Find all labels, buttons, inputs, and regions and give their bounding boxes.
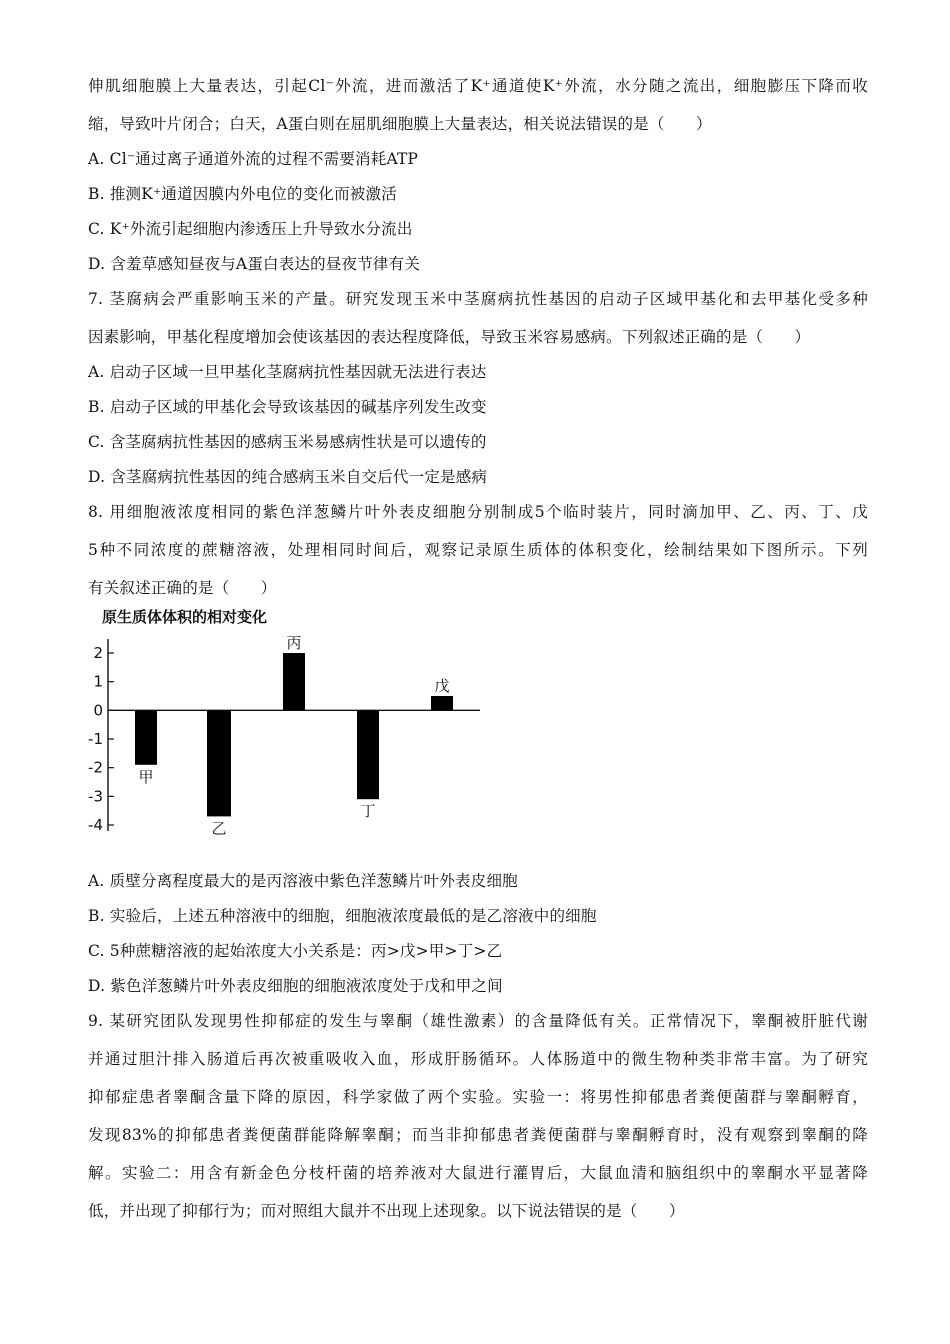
q9-stem-line-3: 抑郁症患者睾酮含量下降的原因，科学家做了两个实验。实验一：将男性抑郁患者粪便菌群与睾酮孵育， xyxy=(88,1088,868,1106)
q6-option-a: A. Cl⁻通过离子通道外流的过程不需要消耗ATP xyxy=(88,150,419,168)
q7-option-b: B. 启动子区域的甲基化会导致该基因的碱基序列发生改变 xyxy=(88,398,487,416)
protoplast-volume-chart xyxy=(88,603,488,843)
q8-stem-line-2: 5种不同浓度的蔗糖溶液，处理相同时间后，观察记录原生质体的体积变化，绘制结果如下图所示。下列 xyxy=(88,541,868,559)
q8-stem-line-3: 有关叙述正确的是（ ） xyxy=(88,579,277,597)
q9-stem-line-2: 并通过胆汁排入肠道后再次被重吸收入血，形成肝肠循环。人体肠道中的微生物种类非常丰富。为了研究 xyxy=(88,1050,868,1068)
y-tick-label: 1 xyxy=(93,672,103,691)
q8-stem-line-1: 8. 用细胞液浓度相同的紫色洋葱鳞片叶外表皮细胞分别制成5个临时装片，同时滴加甲、乙、丙、丁、戊 xyxy=(88,503,868,521)
q7-option-a: A. 启动子区域一旦甲基化茎腐病抗性基因就无法进行表达 xyxy=(88,363,487,381)
q7-option-d: D. 含茎腐病抗性基因的纯合感病玉米自交后代一定是感病 xyxy=(88,468,488,486)
q6-option-c: C. K⁺外流引起细胞内渗透压上升导致水分流出 xyxy=(88,220,413,238)
q7-stem-line-1: 7. 茎腐病会严重影响玉米的产量。研究发现玉米中茎腐病抗性基因的启动子区域甲基化和去甲基化受多种 xyxy=(88,290,868,308)
y-tick-label: -1 xyxy=(88,730,103,748)
q9-stem-line-5: 解。实验二：用含有新金色分枝杆菌的培养液对大鼠进行灌胃后，大鼠血清和脑组织中的睾酮水平显著降 xyxy=(88,1164,868,1182)
y-tick-label: -2 xyxy=(88,758,103,777)
q6-option-d: D. 含羞草感知昼夜与A蛋白表达的昼夜节律有关 xyxy=(88,255,421,273)
bar-chart-svg xyxy=(88,603,488,843)
q9-stem-line-6: 低，并出现了抑郁行为；而对照组大鼠并不出现上述现象。以下说法错误的是（ ） xyxy=(88,1202,685,1220)
chart-title: 原生质体体积的相对变化 xyxy=(102,608,268,626)
q8-option-b: B. 实验后，上述五种溶液中的细胞，细胞液浓度最低的是乙溶液中的细胞 xyxy=(88,907,597,925)
y-tick-label: -4 xyxy=(88,816,103,834)
bar-甲 xyxy=(135,710,157,764)
q7-option-c: C. 含茎腐病抗性基因的感病玉米易感病性状是可以遗传的 xyxy=(88,433,487,451)
y-tick-label: 0 xyxy=(93,701,103,720)
bar-丁 xyxy=(357,710,379,799)
bar-丙 xyxy=(283,653,305,710)
q6-stem-line-1: 伸肌细胞膜上大量表达，引起Cl⁻外流，进而激活了K⁺通道使K⁺外流，水分随之流出，细胞膨压下降而收 xyxy=(88,77,868,95)
bar-label: 丁 xyxy=(360,802,376,821)
bar-戊 xyxy=(431,696,453,710)
bar-label: 戊 xyxy=(434,677,450,695)
q9-stem-line-1: 9. 某研究团队发现男性抑郁症的发生与睾酮（雄性激素）的含量降低有关。正常情况下，睾酮被肝脏代谢 xyxy=(88,1012,868,1030)
q7-stem-line-2: 因素影响，甲基化程度增加会使该基因的表达程度降低，导致玉米容易感病。下列叙述正确的是（ ） xyxy=(88,328,811,346)
y-tick-label: -3 xyxy=(88,787,103,806)
bar-label: 乙 xyxy=(211,819,227,838)
q8-option-c: C. 5种蔗糖溶液的起始浓度大小关系是：丙>戊>甲>丁>乙 xyxy=(88,942,503,960)
bar-label: 丙 xyxy=(286,634,302,652)
q8-option-a: A. 质壁分离程度最大的是丙溶液中紫色洋葱鳞片叶外表皮细胞 xyxy=(88,872,518,890)
q9-stem-line-4: 发现83%的抑郁患者粪便菌群能降解睾酮；而当非抑郁患者粪便菌群与睾酮孵育时，没有观察到睾酮的降 xyxy=(88,1126,868,1144)
q8-option-d: D. 紫色洋葱鳞片叶外表皮细胞的细胞液浓度处于戊和甲之间 xyxy=(88,977,503,995)
q6-option-b: B. 推测K⁺通道因膜内外电位的变化而被激活 xyxy=(88,185,397,203)
y-tick-label: 2 xyxy=(93,644,103,662)
bar-乙 xyxy=(207,710,231,816)
bar-label: 甲 xyxy=(138,767,154,786)
q6-stem-line-2: 缩，导致叶片闭合；白天，A蛋白则在屈肌细胞膜上大量表达，相关说法错误的是（ ） xyxy=(88,115,712,133)
